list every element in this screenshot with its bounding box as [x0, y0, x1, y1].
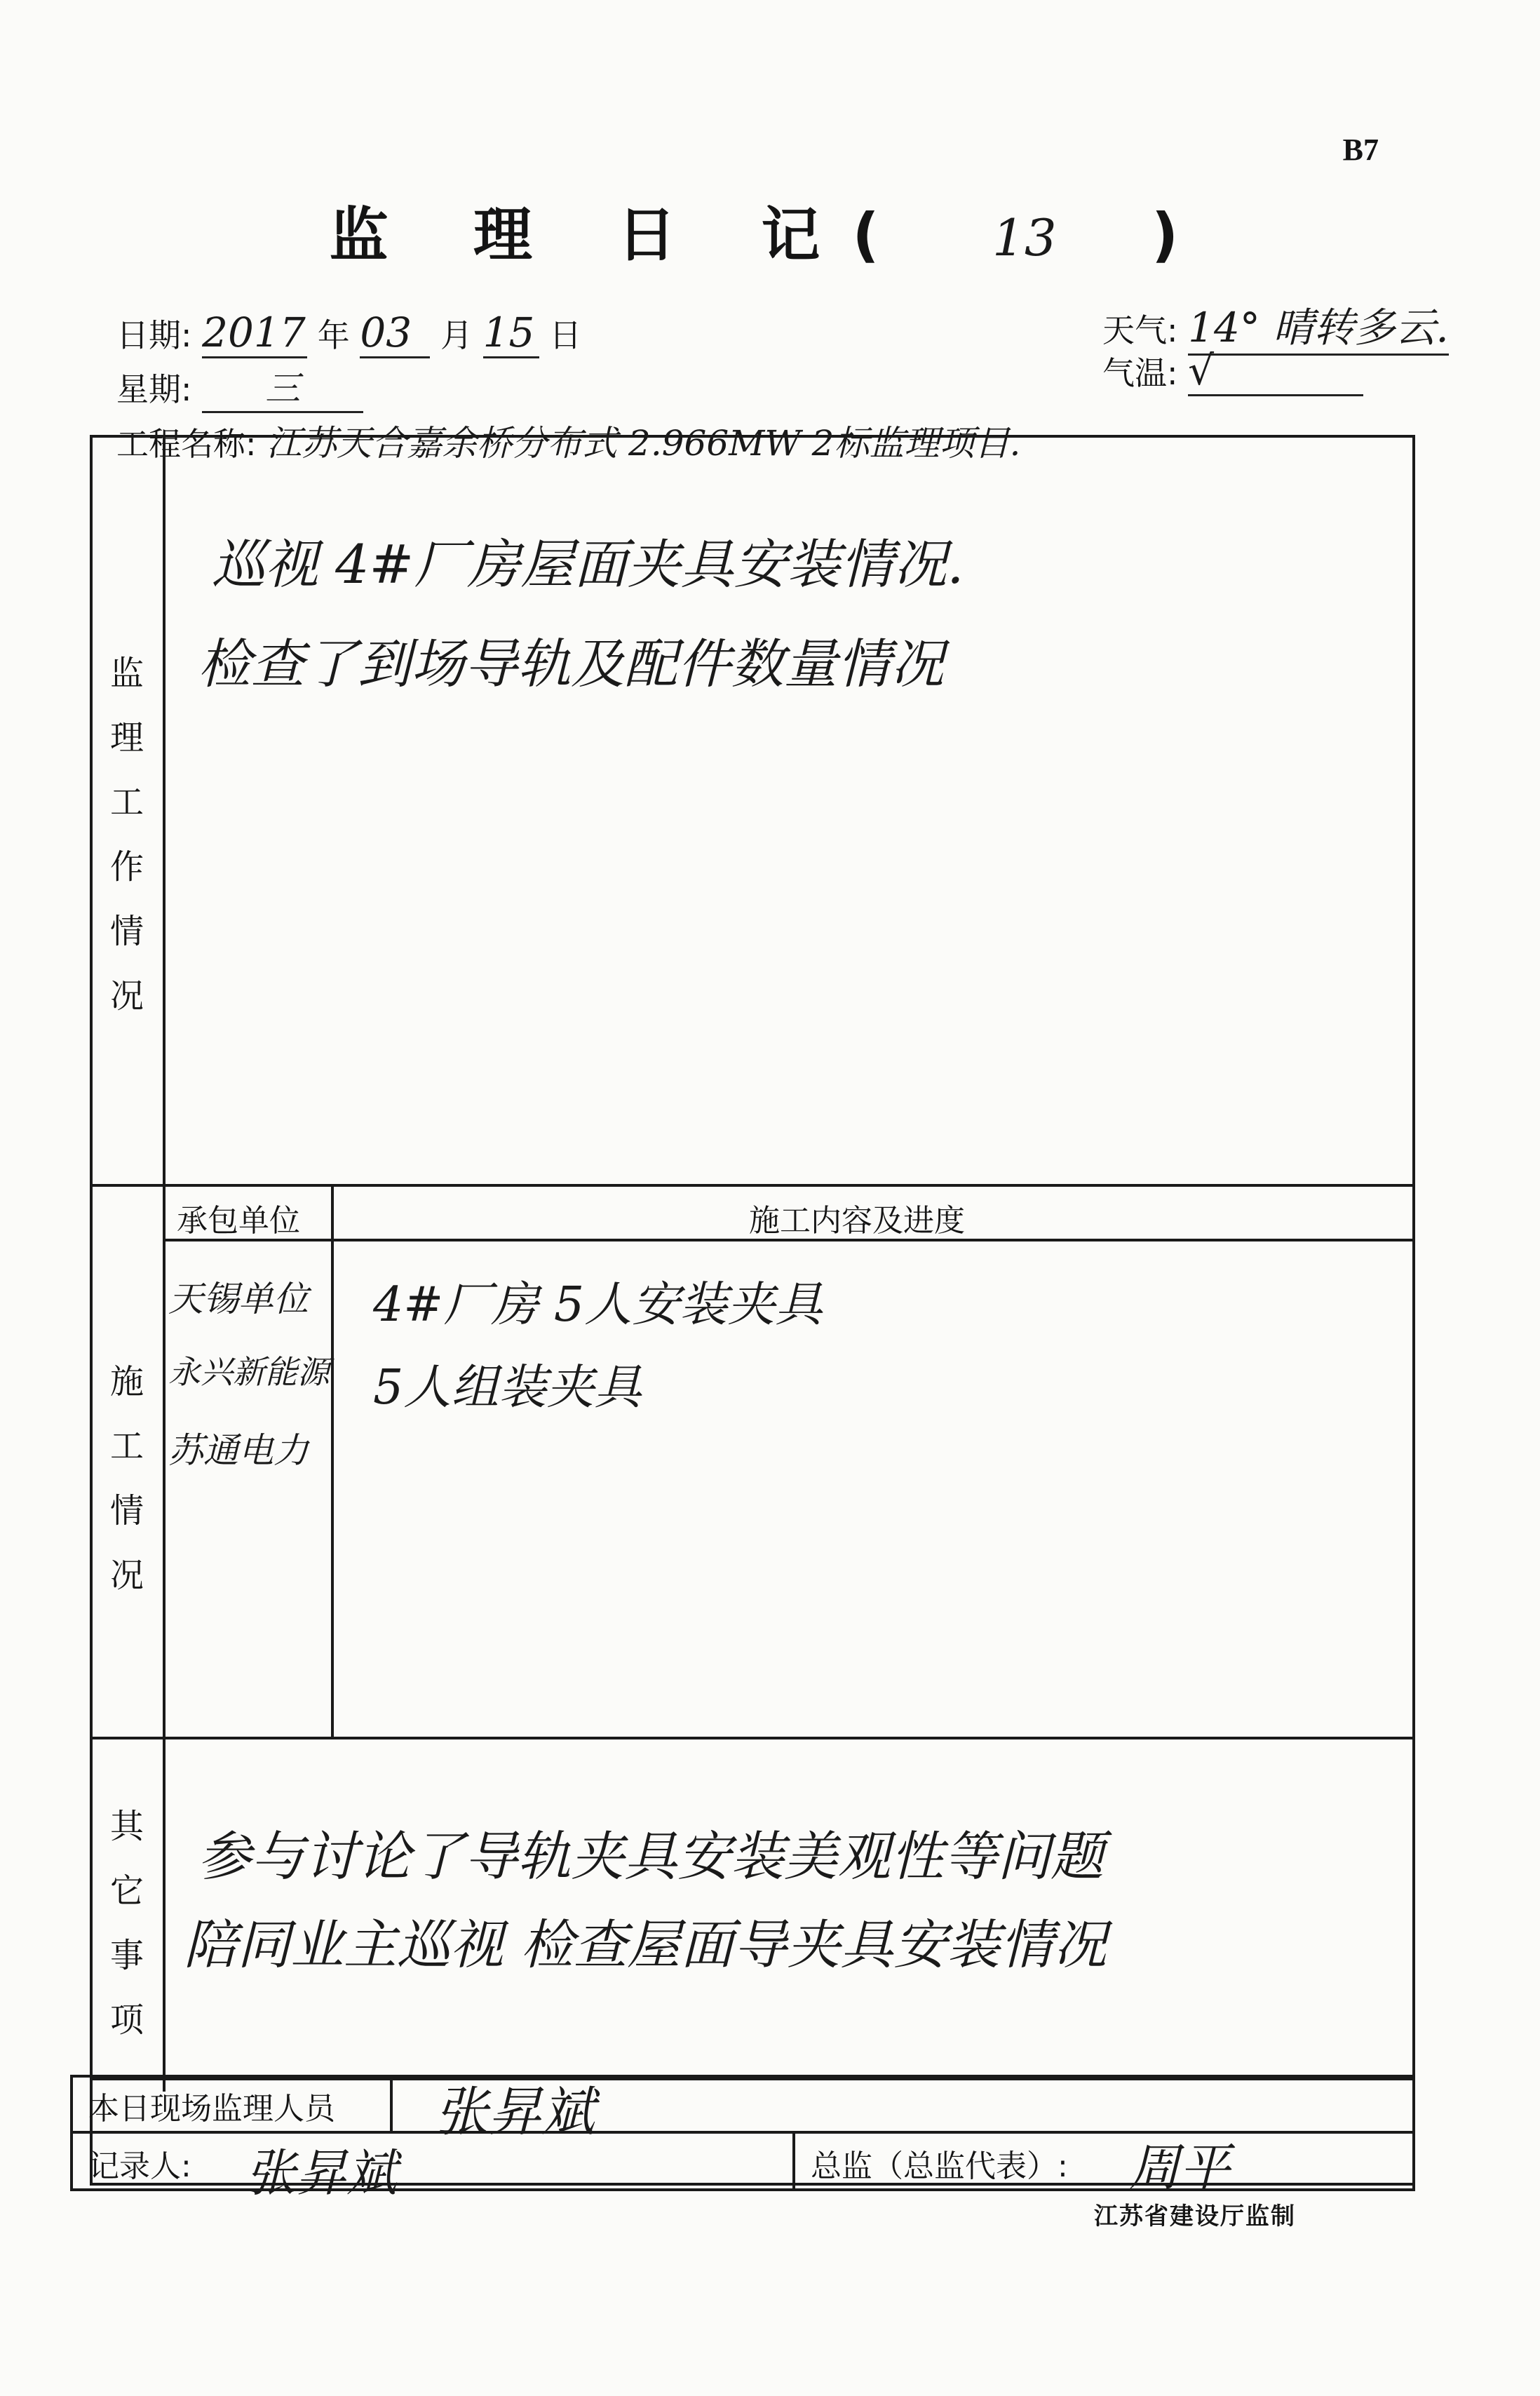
other-line-1: 参与讨论了导轨夹具安装美观性等问题 — [198, 1825, 1104, 1887]
contractor-3: 苏通电力 — [168, 1430, 309, 1471]
form-code: B7 — [1342, 133, 1379, 167]
supervision-line-1: 巡视 4#厂房屋面夹具安装情况. — [212, 533, 964, 595]
contractor-1: 天锡单位 — [168, 1279, 309, 1319]
progress-header: 施工内容及进度 — [749, 1203, 965, 1239]
supervision-label: 监 理 工 作 情 况 — [109, 654, 144, 1016]
weather-value: 14° 晴转多云. — [1188, 295, 1449, 356]
project-value: 江苏天合嘉余桥分布式 2.966MW 2标监理项目. — [266, 423, 1021, 464]
contractor-2: 永兴新能源 — [168, 1353, 330, 1391]
date-row — [116, 309, 581, 358]
recorder-divider — [792, 2131, 795, 2191]
recorder-label: 记录人: — [88, 2148, 191, 2184]
chief-signature: 周平 — [1129, 2138, 1231, 2197]
date-label: 日期: — [116, 316, 192, 354]
progress-line-2: 5人组装夹具 — [373, 1360, 642, 1415]
staff-signature: 张昇斌 — [435, 2080, 595, 2143]
construction-bottom-border — [93, 1737, 1412, 1739]
issuer-stamp: 江苏省建设厅监制 — [1094, 2202, 1296, 2230]
contractor-column-divider — [331, 1184, 334, 1737]
staff-divider — [390, 2075, 393, 2132]
diary-table — [90, 435, 1415, 2186]
weekday-value: 三 — [202, 361, 363, 413]
construction-label: 施 工 情 况 — [109, 1362, 144, 1595]
temperature-value: √ — [1188, 346, 1363, 396]
date-year-unit: 年 — [317, 316, 350, 354]
other-line-2: 陪同业主巡视 检查屋面导夹具安装情况 — [184, 1913, 1107, 1976]
supervision-bottom-border — [93, 1184, 1412, 1187]
page-title — [0, 188, 1540, 273]
staff-top-border — [70, 2075, 1415, 2078]
other-label: 其 它 事 项 — [109, 1807, 144, 2040]
date-month-unit: 月 — [440, 316, 473, 354]
other-bottom-border — [93, 2078, 1412, 2080]
staff-label: 本日现场监理人员 — [88, 2091, 335, 2127]
contractor-header: 承包单位 — [177, 1203, 300, 1239]
date-year: 2017 — [202, 309, 307, 358]
date-day-unit: 日 — [549, 316, 582, 354]
temperature-row — [1102, 346, 1363, 396]
supervision-line-2: 检查了到场导轨及配件数量情况 — [198, 633, 944, 695]
weather-label: 天气: — [1102, 311, 1178, 349]
date-month: 03 — [360, 309, 430, 358]
construction-header-border — [163, 1239, 1412, 1241]
chief-label: 总监（总监代表）: — [811, 2148, 1068, 2184]
label-column-divider — [163, 438, 166, 2092]
progress-line-1: 4#厂房 5人安装夹具 — [373, 1277, 823, 1333]
title-number: 13 — [992, 208, 1057, 267]
weekday-row — [116, 361, 363, 413]
weekday-label: 星期: — [116, 370, 192, 408]
project-label: 工程名称: — [116, 425, 257, 463]
recorder-signature: 张昇斌 — [245, 2143, 398, 2202]
title-text: 监 理 日 记( — [329, 201, 912, 269]
temperature-label: 气温: — [1102, 354, 1178, 392]
date-day: 15 — [483, 309, 539, 358]
title-close: ) — [1151, 201, 1211, 269]
